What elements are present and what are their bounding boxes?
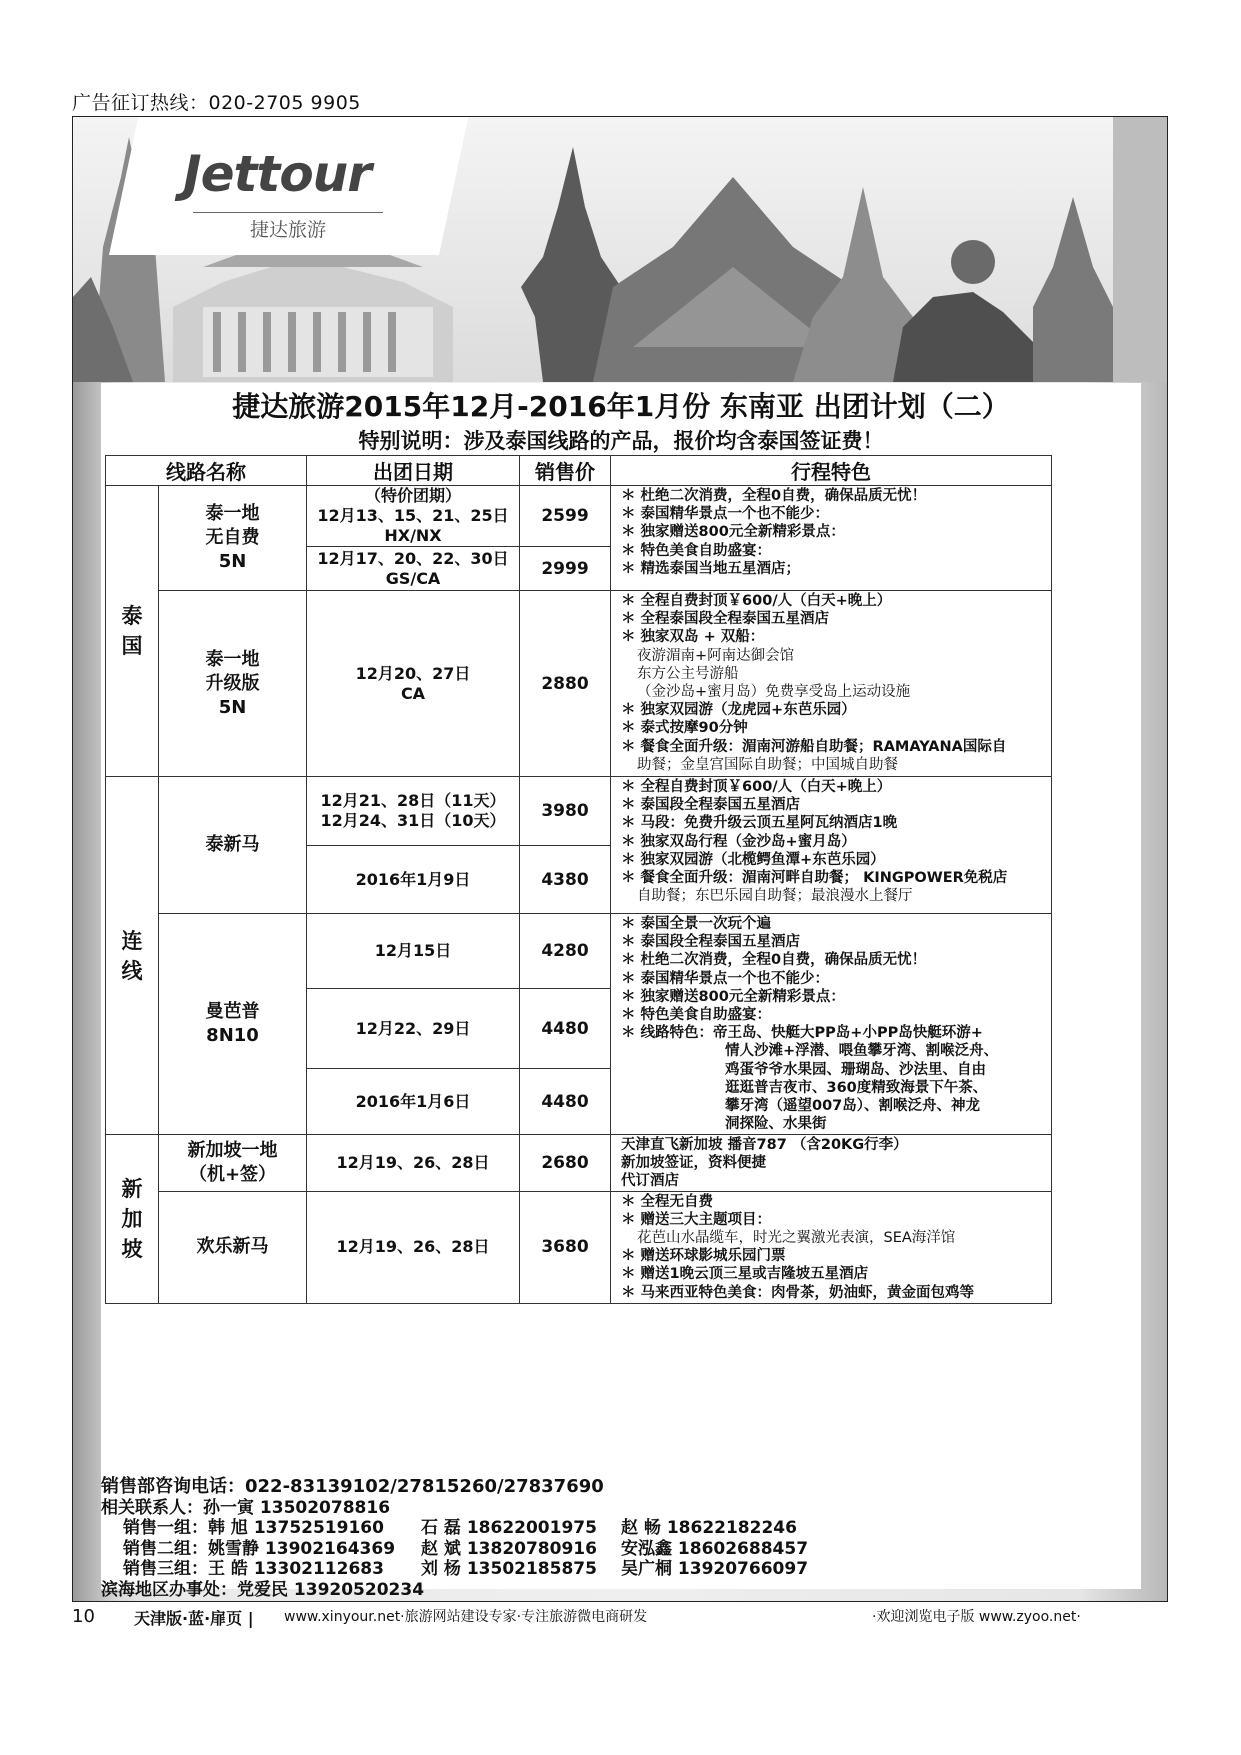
route-features: ＊ 全程无自费 ＊ 赠送三大主题项目： 花芭山水晶缆车，时光之翼激光表演，SEA海洋馆 ＊ 赠送环球影城乐园门票 ＊ 赠送1晚云顶三星或吉隆坡五星酒店 ＊ 马来西亚特色美食：肉骨茶，奶油虾，黄金面包鸡等 bbox=[611, 1191, 1052, 1303]
sale-price: 3680 bbox=[520, 1191, 611, 1303]
poster-frame bbox=[72, 116, 1168, 1602]
contact-person: 相关联系人：孙一寅 13502078816 bbox=[101, 1497, 391, 1518]
release-date bbox=[441, 1601, 679, 1602]
sale-price: 4480 bbox=[520, 1069, 611, 1135]
binhai-office: 滨海地区办事处：党爱民 13920520234 bbox=[101, 1579, 425, 1600]
departure-date: 12月19、26、28日 bbox=[307, 1135, 520, 1192]
header-features: 行程特色 bbox=[611, 456, 1052, 486]
tour-plan-table bbox=[105, 455, 1052, 1304]
sales-group-2-b: 赵 斌 13820780916 bbox=[421, 1538, 597, 1559]
table-row bbox=[106, 1135, 1052, 1192]
departure-date: （特价团期） 12月13、15、21、25日 HX/NX bbox=[307, 486, 520, 547]
route-name: 欢乐新马 bbox=[159, 1191, 307, 1303]
table-row bbox=[106, 486, 1052, 547]
sales-group-2-c: 安泓鑫 18602688457 bbox=[621, 1538, 809, 1559]
sale-price: 2999 bbox=[520, 547, 611, 591]
content-panel bbox=[101, 383, 1141, 1600]
route-name: 泰一地 升级版 5N bbox=[159, 591, 307, 777]
route-features: ＊ 泰国全景一次玩个遍 ＊ 泰国段全程泰国五星酒店 ＊ 杜绝二次消费，全程0自费，确保品质无忧！ ＊ 泰国精华景点一个也不能少： ＊ 独家赠送800元全新精彩景点： ＊ 特色美食自助盛宴： ＊ 线路特色：帝王岛、快艇大PP岛+小PP岛快艇环游+ 情人沙滩+浮潜、喂鱼攀牙湾、割喉泛舟、 鸡蛋爷爷水果园、珊瑚岛、沙法里、自由 逛逛普吉夜市、360度精致海景下午茶、 攀牙湾（遥望007岛）、割喉泛舟、神龙 洞探险、水果街 bbox=[611, 914, 1052, 1135]
departure-date: 12月15日 bbox=[307, 914, 520, 989]
sale-price: 2880 bbox=[520, 591, 611, 777]
route-features: ＊ 全程自费封顶￥600/人（白天+晚上） ＊ 泰国段全程泰国五星酒店 ＊ 马段：免费升级云顶五星阿瓦纳酒店1晚 ＊ 独家双岛行程（金沙岛+蜜月岛） ＊ 独家双园游（北榄鳄鱼潭+东芭乐园） ＊ 餐食全面升级：湄南河畔自助餐； KINGPOWER免税店 自助餐；东巴乐园自助餐；最浪漫水上餐厅 bbox=[611, 777, 1052, 914]
table-row bbox=[106, 1191, 1052, 1303]
sale-price: 4380 bbox=[520, 846, 611, 914]
departure-date: 12月17、20、22、30日 GS/CA bbox=[307, 547, 520, 591]
page-title: 捷达旅游2015年12月-2016年1月份 东南亚 出团计划（二） bbox=[232, 390, 1010, 423]
header-price: 销售价 bbox=[520, 456, 611, 486]
ad-hotline: 广告征订热线：020-2705 9905 bbox=[72, 92, 361, 114]
sales-group-1-b: 石 磊 18622001975 bbox=[421, 1518, 597, 1539]
region-singapore: 新 加 坡 bbox=[106, 1135, 159, 1304]
departure-date: 12月19、26、28日 bbox=[307, 1191, 520, 1303]
official-weibo bbox=[101, 1601, 362, 1602]
sales-group-1-c: 赵 畅 18622182246 bbox=[621, 1518, 797, 1539]
departure-date: 12月22、29日 bbox=[307, 989, 520, 1069]
header-date: 出团日期 bbox=[307, 456, 520, 486]
sale-price: 4480 bbox=[520, 989, 611, 1069]
header-route: 线路名称 bbox=[106, 456, 307, 486]
route-features: ＊ 全程自费封顶￥600/人（白天+晚上） ＊ 全程泰国段全程泰国五星酒店 ＊ 独家双岛 + 双船： 夜游湄南+阿南达御会馆 东方公主号游船 （金沙岛+蜜月岛）免费享受岛上运动设施 ＊ 独家双园游（龙虎园+东芭乐园） ＊ 泰式按摩90分钟 ＊ 餐食全面升级：湄南河游船自助餐；RAMAYANA国际自 助餐；金皇宫国际自助餐；中国城自助餐 bbox=[611, 591, 1052, 777]
departure-date: 12月21、28日（11天） 12月24、31日（10天） bbox=[307, 777, 520, 846]
table-header-row bbox=[106, 456, 1052, 486]
table-row bbox=[106, 591, 1052, 777]
section-label: 天津版·蓝·扉页 | bbox=[134, 1609, 254, 1628]
b2b-url[interactable] bbox=[721, 1601, 934, 1602]
sales-group-1: 销售一组：韩 旭 13752519160 bbox=[123, 1518, 384, 1539]
table-row bbox=[106, 777, 1052, 846]
table-row bbox=[106, 914, 1052, 989]
sale-price: 2680 bbox=[520, 1135, 611, 1192]
sale-price: 4280 bbox=[520, 914, 611, 989]
departure-date: 2016年1月9日 bbox=[307, 846, 520, 914]
route-name: 泰一地 无自费 5N bbox=[159, 486, 307, 591]
sale-price: 3980 bbox=[520, 777, 611, 846]
route-name: 曼芭普 8N10 bbox=[159, 914, 307, 1135]
region-thailand: 泰 国 bbox=[106, 486, 159, 777]
contact-info bbox=[101, 1477, 1141, 1602]
departure-date: 2016年1月6日 bbox=[307, 1069, 520, 1135]
footer-site[interactable]: www.xinyour.net·旅游网站建设专家·专注旅游微电商研发 bbox=[284, 1609, 648, 1625]
special-note: 特别说明：涉及泰国线路的产品，报价均含泰国签证费！ bbox=[358, 429, 884, 453]
route-features: ＊ 杜绝二次消费，全程0自费，确保品质无忧！ ＊ 泰国精华景点一个也不能少： ＊ 独家赠送800元全新精彩景点： ＊ 特色美食自助盛宴： ＊ 精选泰国当地五星酒店； bbox=[611, 486, 1052, 591]
sales-group-2: 销售二组：姚雪静 13902164369 bbox=[123, 1538, 396, 1559]
sales-group-3-c: 吴广桐 13920766097 bbox=[621, 1559, 809, 1580]
route-features: 天津直飞新加坡 播音787 （含20KG行李） 新加坡签证，资料便捷 代订酒店 bbox=[611, 1135, 1052, 1192]
jettour-logo-subtitle: 捷达旅游 bbox=[193, 212, 383, 242]
sales-group-3-b: 刘 杨 13502185875 bbox=[421, 1559, 597, 1580]
region-combo: 连 线 bbox=[106, 777, 159, 1135]
departure-date: 12月20、27日 CA bbox=[307, 591, 520, 777]
page-number: 10 bbox=[72, 1606, 95, 1627]
jettour-logo: Jettour bbox=[183, 145, 371, 203]
sale-price: 2599 bbox=[520, 486, 611, 547]
footer-ebook[interactable]: ·欢迎浏览电子版 www.zyoo.net· bbox=[872, 1609, 1081, 1625]
route-name: 新加坡一地 （机+签） bbox=[159, 1135, 307, 1192]
banner bbox=[73, 117, 1167, 382]
sales-group-3: 销售三组：王 皓 13302112683 bbox=[123, 1559, 384, 1580]
sales-phone: 销售部咨询电话：022-83139102/27815260/27837690 bbox=[101, 1476, 604, 1497]
route-name: 泰新马 bbox=[159, 777, 307, 914]
